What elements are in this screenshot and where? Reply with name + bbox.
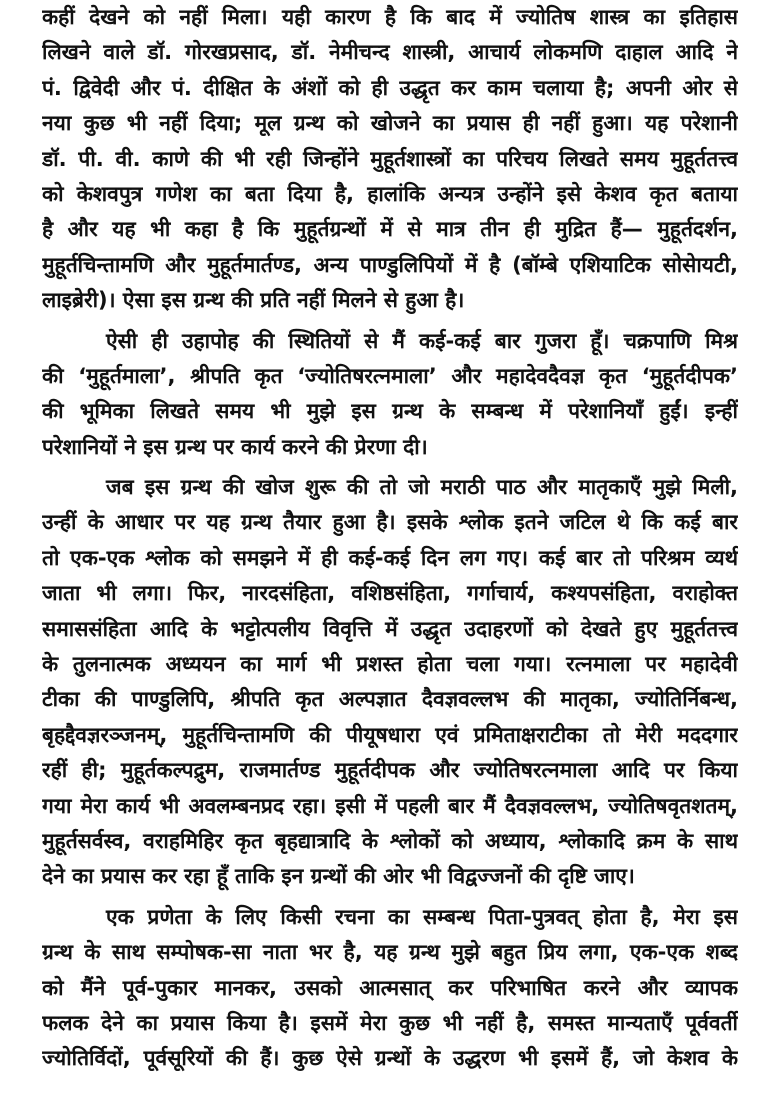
text-line: जाता भी लगा। फिर, नारदसंहिता, वशिष्ठसंहिता, गर्गाचार्य, कश्यपसंहिता, वराहोक्त: [42, 581, 738, 606]
text-line: मुहूर्तसर्वस्व, वराहमिहिर कृत बृहद्यात्रादि के श्लोकों को अध्याय, श्लोकादि क्रम के साथ: [42, 828, 738, 853]
text-line: कहीं देखने को नहीं मिला। यही कारण है कि बाद में ज्योतिष शास्त्र का इतिहास: [42, 5, 738, 29]
text-line: एक प्रणेता के लिए किसी रचना का सम्बन्ध पिता-पुत्रवत् होता है, मेरा इस: [106, 904, 738, 929]
text-line: तो एक-एक श्लोक को समझने में ही कई-कई दिन लग गए। कई बार तो परिश्रम व्यर्थ: [42, 545, 738, 570]
paragraph: [42, 0, 738, 319]
text-line: बृहद्दैवज्ञरञ्जनम्, मुहूर्तचिन्तामणि की पीयूषधारा एवं प्रमिताक्षराटीका तो मेरी मददगार: [42, 722, 738, 747]
paragraph: [42, 324, 738, 466]
text-line: उन्हीं के आधार पर यह ग्रन्थ तैयार हुआ है। इसके श्लोक इतने जटिल थे कि कई बार: [42, 510, 738, 535]
text-line: मुहूर्तचिन्तामणि और मुहूर्तमार्तण्ड, अन्य पाण्डुलिपियों में है (बॉम्बे एशियाटिक सोसेायटी,: [42, 252, 738, 277]
text-line: को मैंने पूर्व-पुकार मानकर, उसको आत्मसात् कर परिभाषित करने और व्यापक: [42, 975, 738, 1000]
text-line: देने का प्रयास कर रहा हूँ ताकि इन ग्रन्थों की ओर भी विद्वज्जनों की दृष्टि जाए।: [42, 864, 635, 889]
text-line: फलक देने का प्रयास किया है। इसमें मेरा कुछ भी नहीं है, समस्त मान्यताएँ पूर्ववर्ती: [42, 1010, 738, 1035]
text-line: की ‘मुहूर्तमाला’, श्रीपति कृत ‘ज्योतिषरत्नमाला’ और महादेवदैवज्ञ कृत ‘मुहूर्तदीपक’: [42, 363, 738, 388]
text-line: टीका की पाण्डुलिपि, श्रीपति कृत अल्पज्ञात दैवज्ञवल्लभ की मातृका, ज्योतिर्निबन्ध,: [42, 687, 738, 712]
text-line: की भूमिका लिखते समय भी मुझे इस ग्रन्थ के सम्बन्ध में परेशानियाँ हुईं। इन्हीं: [42, 399, 738, 424]
text-line: लाइब्रेरी)। ऐसा इस ग्रन्थ की प्रति नहीं मिलने से हुआ है।: [42, 288, 465, 313]
paragraph: [42, 470, 738, 895]
text-line: गया मेरा कार्य भी अवलम्बनप्रद रहा। इसी में पहली बार मैं दैवज्ञवल्लभ, ज्योतिषवृतशतम्,: [42, 793, 738, 818]
text-line: डॉ. पी. वी. काणे की भी रही जिन्होंने मुहूर्तशास्त्रों का परिचय लिखते समय मुहूर्ततत्त्व: [42, 146, 738, 171]
text-line: परेशानियों ने इस ग्रन्थ पर कार्य करने की प्रेरणा दी।: [42, 434, 428, 459]
text-line: ग्रन्थ के साथ सम्पोषक-सा नाता भर है, यह ग्रन्थ मुझे बहुत प्रिय लगा, एक-एक शब्द: [42, 940, 738, 965]
paragraph: [42, 900, 738, 1077]
text-line: है और यह भी कहा है कि मुहूर्तग्रन्थों में से मात्र तीन ही मुद्रित हैं— मुहूर्तदर्शन,: [42, 217, 738, 242]
text-line: पं. द्विवेदी और पं. दीक्षित के अंशों को ही उद्धृत कर काम चलाया है; अपनी ओर से: [42, 75, 738, 100]
text-line: नया कुछ भी नहीं दिया; मूल ग्रन्थ को खोजने का प्रयास ही नहीं हुआ। यह परेशानी: [42, 111, 738, 136]
text-line: के तुलनात्मक अध्ययन का मार्ग भी प्रशस्त होता चला गया। रत्नमाला पर महादेवी: [42, 652, 738, 677]
text-line: को केशवपुत्र गणेश का बता दिया है, हालांकि अन्यत्र उन्होंने इसे केशव कृत बताया: [42, 181, 738, 206]
text-line: ऐसी ही उहापोह की स्थितियों से मैं कई-कई बार गुजरा हूँ। चक्रपाणि मिश्र: [106, 328, 738, 353]
document-page: [42, 0, 738, 1082]
text-line: जब इस ग्रन्थ की खोज शुरू की तो जो मराठी पाठ और मातृकाएँ मुझे मिली,: [106, 475, 738, 500]
text-line: रहीं ही; मुहूर्तकल्पद्रुम, राजमार्तण्ड मुहूर्तदीपक और ज्योतिषरत्नमाला आदि पर किया: [42, 758, 738, 783]
text-line: लिखने वाले डॉ. गोरखप्रसाद, डॉ. नेमीचन्द शास्त्री, आचार्य लोकमणि दाहाल आदि ने: [42, 40, 738, 65]
text-line: ज्योतिर्विदों, पूर्वसूरियों की हैं। कुछ ऐसे ग्रन्थों के उद्धरण भी इसमें हैं, जो केशव के: [42, 1046, 738, 1071]
text-line: समाससंहिता आदि के भट्टोत्पलीय विवृत्ति में उद्धृत उदाहरणों को देखते हुए मुहूर्ततत्त्व: [42, 616, 738, 641]
